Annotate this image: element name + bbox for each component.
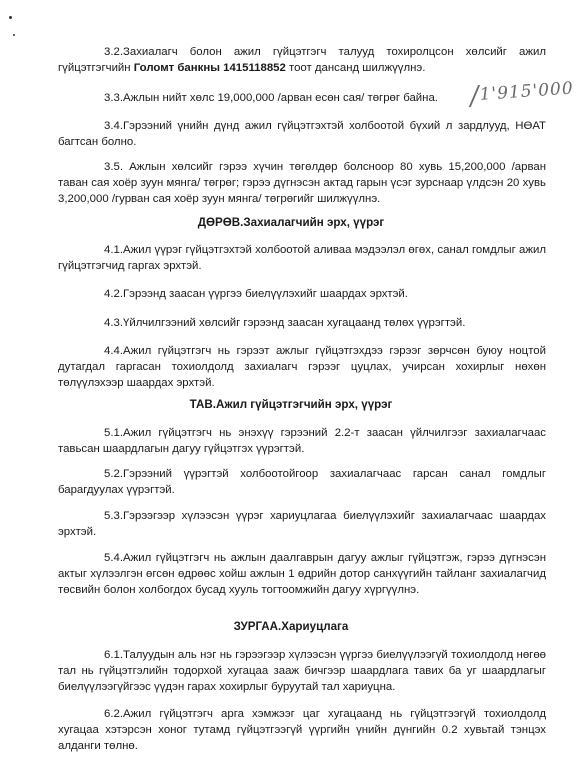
scan-speck bbox=[9, 16, 12, 19]
scan-speck bbox=[13, 34, 15, 36]
clause-3-2: 3.2.Захиалагч болон ажил гүйцэтгэгч талууд тохиролцсон хөлсийг ажил гүйцэтгэгчийн Голомт банкны 1415118852 тоот дансанд шилжүүлнэ. bbox=[58, 46, 546, 74]
clause-5-1: 5.1.Ажил гүйцэтгэгч нь энэхүү гэрээний 2.2-т заасан үйлчилгээг захиалагчаас тавьсан шаардлагын дагуу гүйцэтгэх үүрэгтэй. bbox=[58, 427, 546, 455]
clause-5-4: 5.4.Ажил гүйцэтгэгч нь ажлын даалгаврын дагуу ажлыг гүйцэтгэж, гэрээ дүгнэсэн актыг хүлээлгэн өгсөн өдрөөс хойш ажлын 1 өдрийн дотор санхүүгийн тайланг захиалагчид төсвийн болон холбогдох бусад хууль тогтоомжийн дагуу хүргүүлнэ. bbox=[58, 552, 546, 596]
bank-account: Голомт банкны 1415118852 bbox=[133, 62, 286, 74]
clause-4-3: 4.3.Үйлчилгээний хөлсийг гэрээнд заасан хугацаанд төлөх үүрэгтэй. bbox=[104, 317, 466, 329]
clause-5-2: 5.2.Гэрээний үүрэгтэй холбоотойгоор захиалагчаас гарсан санал гомдлыг барагдуулах үүрэгтэй. bbox=[58, 468, 546, 496]
section-heading-5: ТАВ.Ажил гүйцэтгэгчийн эрх, үүрэг bbox=[189, 398, 393, 411]
clause-6-2: 6.2.Ажил гүйцэтгэгч арга хэмжээг цаг хугацаанд нь гүйцэтгээгүй тохиолдолд хугацаа хэтэрсэн хоног тутамд гүйцэтгээгүй үүргийн үнийн дүнгийн 0.2 хувьтай тэнцэх алданги төлнө. bbox=[58, 708, 546, 752]
clause-6-1: 6.1.Талуудын аль нэг нь гэрээгээр хүлээсэн үүргээ биелүүлээгүй тохиолдолд нөгөө тал нь гүйцэтгэлийн тодорхой хугацаа зааж бичгээр шаардлага тавих ба уг шаардлагыг биелүүлээгүйгээс үүдэн гарах хохирлыг буруутай тал хариуцна. bbox=[58, 649, 546, 693]
section-heading-6: ЗУРГАА.Хариуцлага bbox=[233, 620, 349, 633]
clause-3-3: 3.3.Ажлын нийт хөлс 19,000,000 /арван есөн сая/ төгрөг байна. bbox=[104, 92, 438, 104]
clause-4-4: 4.4.Ажил гүйцэтгэгч нь гэрээт ажлыг гүйцэтгэхдээ гэрээг зөрчсөн буюу ноцтой дутагдал гаргасан тохиолдолд захиалагч гэрээг цуцлах, учирсан хохирлыг нөхөн төлүүлэхээр шаардах эрхтэй. bbox=[58, 345, 546, 389]
clause-5-3: 5.3.Гэрээгээр хүлээсэн үүрэг хариуцлагаа биелүүлэхийг захиалагчаас шаардах эрхтэй. bbox=[58, 510, 546, 538]
section-heading-4: ДӨРӨВ.Захиалагчийн эрх, үүрэг bbox=[197, 216, 385, 229]
handwritten-note: /1'915'000 bbox=[469, 78, 575, 112]
clause-3-4: 3.4.Гэрээний үнийн дүнд ажил гүйцэтгэхтэй холбоотой бүхий л зардлууд, НӨАТ багтсан болно. bbox=[58, 120, 546, 148]
clause-4-2: 4.2.Гэрээнд заасан үүргээ биелүүлэхийг шаардах эрхтэй. bbox=[104, 288, 408, 300]
clause-3-5: 3.5. Ажлын хөлсийг гэрээ хүчин төгөлдөр болсноор 80 хувь 15,200,000 /арван таван сая хоёр зуун мянга/ төгрөг; гэрээ дүгнэсэн актад гарын үсэг зурснаар үлдсэн 20 хувь 3,200,000 /гурван сая хоёр зуун мянга/ төгрөгийг шилжүүлнэ. bbox=[58, 161, 546, 205]
clause-4-1: 4.1.Ажил үүрэг гүйцэтгэхтэй холбоотой аливаа мэдээлэл өгөх, санал гомдлыг ажил гүйцэтгэгчид гаргах эрхтэй. bbox=[58, 244, 546, 272]
